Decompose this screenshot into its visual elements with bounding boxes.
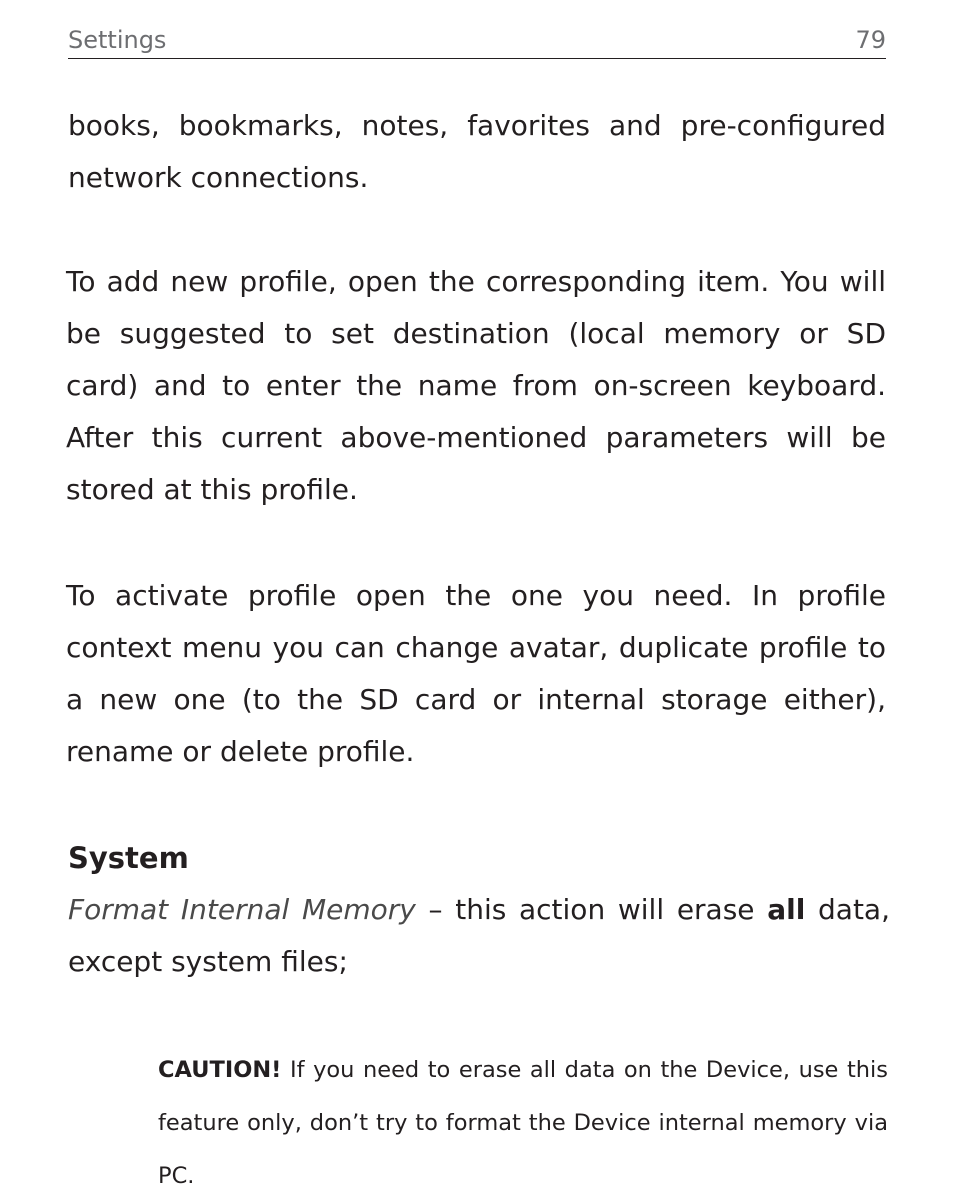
- format-memory-paragraph: [68, 884, 890, 988]
- caution-note: [158, 1044, 888, 1203]
- format-memory-strong: all: [767, 893, 806, 926]
- page-number: 79: [855, 26, 886, 54]
- paragraph-activate-profile: To activate profile open the one you need. In profile context menu you can change avatar, duplicate profile to a new one (to the SD card or internal storage either), rename or delete profile.: [66, 579, 886, 768]
- format-memory-text-after: data, except system files;: [68, 893, 890, 978]
- format-memory-term: Format Internal Memory: [68, 893, 416, 926]
- system-heading: System: [68, 841, 189, 875]
- section-title: Settings: [68, 26, 167, 54]
- caution-text: If you need to erase all data on the Device, use this feature only, don’t try to format the Device internal memory via PC.: [158, 1057, 888, 1189]
- caution-label: CAUTION!: [158, 1057, 282, 1083]
- paragraph-add-profile: To add new profile, open the corresponding item. You will be suggested to set destination (local memory or SD card) and to enter the name from on-screen keyboard. After this current above-mentioned parameters will be stored at this profile.: [66, 265, 886, 506]
- paragraph-profiles-continued: books, bookmarks, notes, favorites and pre-configured network connections.: [68, 109, 886, 194]
- page-header: [68, 24, 886, 59]
- format-memory-text-before: – this action will erase: [415, 893, 768, 926]
